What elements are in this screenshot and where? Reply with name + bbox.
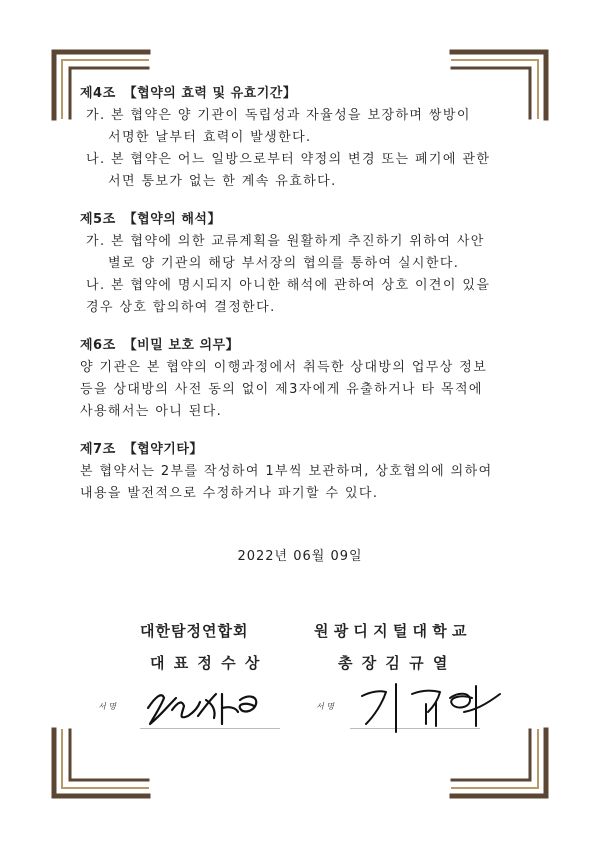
article-6-line-3: 사용해서는 아니 된다.: [80, 404, 223, 419]
article-4-line-1: 가. 본 협약은 양 기관이 독립성과 자율성을 보장하며 쌍방이: [86, 108, 471, 123]
article-6-title: 제6조 【비밀 보호 의무】: [80, 338, 240, 353]
article-6-line-1: 양 기관은 본 협약의 이행과정에서 취득한 상대방의 업무상 정보: [80, 360, 488, 375]
right-organization-name: 원 광 디 지 털 대 학 교: [314, 622, 467, 640]
left-representative-name: 대 표 정 수 상: [150, 654, 262, 672]
right-representative-name: 총 장 김 규 열: [338, 654, 450, 672]
article-7-line-1: 본 협약서는 2부를 작성하여 1부씩 보관하며, 상호협의에 의하여: [80, 464, 493, 479]
article-5-line-1: 가. 본 협약에 의한 교류계획을 원활하게 추진하기 위하여 사안: [86, 234, 485, 249]
left-organization-name: 대한탐정연합회: [140, 622, 249, 640]
right-signature-label: 서 명: [316, 702, 334, 711]
agreement-date: 2022년 06월 09일: [237, 549, 363, 564]
article-5-line-2: 별로 양 기관의 해당 부서장의 협의를 통하여 실시한다.: [108, 256, 460, 271]
left-signature-label: 서 명: [98, 702, 116, 711]
article-5-title: 제5조 【협약의 해석】: [80, 212, 221, 227]
article-4-line-3: 나. 본 협약은 어느 일방으로부터 약정의 변경 또는 폐기에 관한: [86, 152, 491, 167]
article-4-title: 제4조 【협약의 효력 및 유효기간】: [80, 86, 297, 101]
article-5-line-3: 나. 본 협약에 명시되지 아니한 해석에 관하여 상호 이견이 있을: [86, 278, 491, 293]
right-handwritten-signature: [352, 676, 512, 736]
left-handwritten-signature: [142, 680, 272, 730]
article-5-line-4: 경우 상호 합의하여 결정한다.: [86, 300, 276, 315]
article-7-title: 제7조 【협약기타】: [80, 442, 203, 457]
article-4-line-4: 서면 통보가 없는 한 계속 유효하다.: [108, 174, 337, 189]
article-7-line-2: 내용을 발전적으로 수정하거나 파기할 수 있다.: [80, 486, 379, 501]
article-6-line-2: 등을 상대방의 사전 동의 없이 제3자에게 유출하거나 타 목적에: [80, 382, 483, 397]
article-4-line-2: 서명한 날부터 효력이 발생한다.: [108, 130, 312, 145]
